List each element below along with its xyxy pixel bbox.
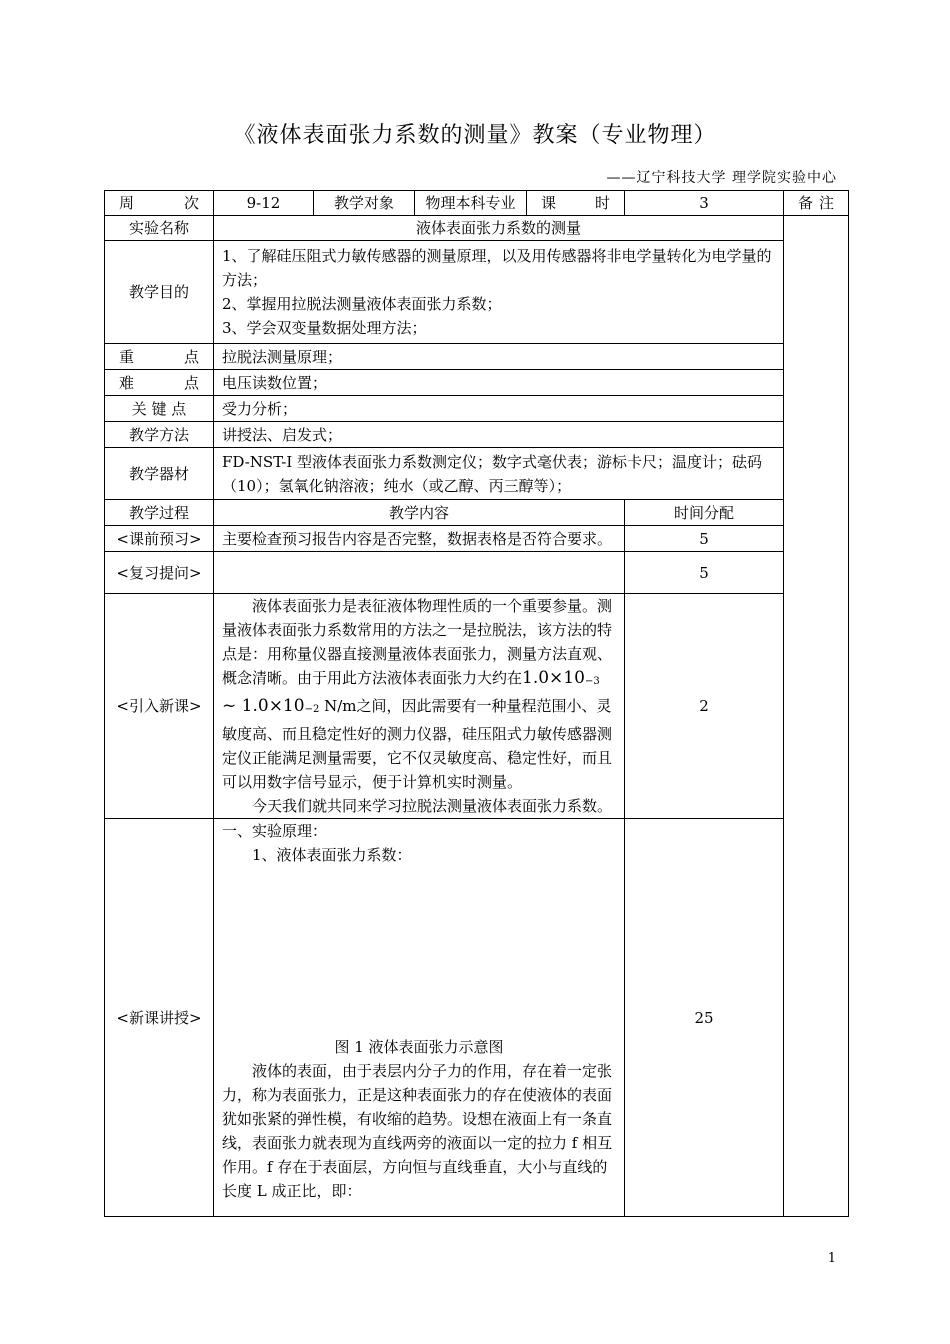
intro-row	[105, 594, 849, 819]
process-header-row	[105, 500, 849, 526]
range-separator: ~	[222, 696, 242, 716]
range-high: 1.0×10	[241, 696, 305, 716]
method-label: 教学方法	[105, 422, 214, 448]
page-number: 1	[827, 1251, 836, 1266]
objectives-content	[214, 241, 784, 344]
intro-content	[214, 594, 625, 819]
preview-row	[105, 526, 849, 552]
key-point-value: 拉脱法测量原理；	[214, 344, 784, 370]
audience-value: 物理本科专业	[415, 191, 527, 216]
preview-content: 主要检查预习报告内容是否完整，数据表格是否符合要求。	[214, 526, 625, 552]
objective-item: 3、学会双变量数据处理方法；	[222, 319, 427, 337]
difficulty-value: 电压读数位置；	[214, 370, 784, 396]
remarks-column	[784, 216, 849, 1217]
lesson-plan-table	[104, 190, 849, 1217]
review-content	[214, 552, 625, 594]
method-value: 讲授法、启发式；	[214, 422, 784, 448]
hours-value: 3	[625, 191, 784, 216]
lecture-row	[105, 819, 849, 1217]
hours-label: 课 时	[527, 191, 625, 216]
range-unit: N/m	[319, 697, 357, 715]
week-value: 9-12	[214, 191, 314, 216]
objective-item: 1、了解硅压阻式力敏传感器的测量原理，以及用传感器将非电学量转化为电学量的方法；	[222, 247, 772, 289]
intro-label: <引入新课>	[105, 594, 214, 819]
lecture-paragraph: 液体的表面，由于表层内分子力的作用，存在着一定张力，称为表面张力，正是这种表面张力的存在使液体的表面犹如张紧的弹性模，有收缩的趋势。设想在液面上有一条直线，表面张力就表现为直线两旁的液面以一定的拉力 f 相互作用。f 存在于表面层，方向恒与直线垂直，大小与直线的长度 L 成正比，即：	[222, 1062, 613, 1200]
lecture-label: <新课讲授>	[105, 819, 214, 1217]
method-row	[105, 422, 849, 448]
key-point-row	[105, 344, 849, 370]
week-label: 周 次	[105, 191, 214, 216]
review-row	[105, 552, 849, 594]
crux-label: 关 键 点	[105, 396, 214, 422]
experiment-row	[105, 216, 849, 241]
process-header-label: 教学过程	[105, 500, 214, 526]
principle-subheading: 1、液体表面张力系数：	[252, 846, 412, 864]
key-point-label: 重 点	[105, 344, 214, 370]
principle-heading: 一、实验原理：	[222, 822, 328, 840]
objectives-row	[105, 241, 849, 344]
intro-time: 2	[625, 594, 784, 819]
content-header-label: 教学内容	[214, 500, 625, 526]
range-low-exponent: −3	[584, 676, 600, 687]
equipment-value: FD-NST-I 型液体表面张力系数测定仪；数字式毫伏表；游标卡尺；温度计；砝码（10）；氢氧化钠溶液；纯水（或乙醇、丙三醇等）；	[214, 448, 784, 500]
intro-paragraph	[222, 594, 616, 794]
intro-text: 液体表面张力是表征液体物理性质的一个重要参量。测量液体表面张力系数常用的方法之一是拉脱法，该方法的特点是：用称量仪器直接测量液体表面张力，测量方法直观、概念清晰。由于用此方法液体表面张力大约在	[222, 597, 613, 687]
intro-text-end: 之间，因此需要有一种量程范围小、灵敏度高、而且稳定性好的测力仪器，硅压阻式力敏传感器测定仪正能满足测量需要，它不仅灵敏度高、稳定性好，而且可以用数字信号显示，便于计算机实时测量。	[222, 697, 613, 791]
time-header-label: 时间分配	[625, 500, 784, 526]
review-time: 5	[625, 552, 784, 594]
figure-caption: 图 1 液体表面张力示意图	[334, 1038, 504, 1056]
objectives-label: 教学目的	[105, 241, 214, 344]
equipment-row	[105, 448, 849, 500]
header-row	[105, 191, 849, 216]
difficulty-label: 难 点	[105, 370, 214, 396]
preview-time: 5	[625, 526, 784, 552]
crux-value: 受力分析；	[214, 396, 784, 422]
experiment-label: 实验名称	[105, 216, 214, 241]
remarks-label: 备 注	[784, 191, 849, 216]
crux-row	[105, 396, 849, 422]
range-low: 1.0×10	[522, 668, 585, 688]
preview-label: <课前预习>	[105, 526, 214, 552]
objective-item: 2、掌握用拉脱法测量液体表面张力系数；	[222, 295, 502, 313]
experiment-value: 液体表面张力系数的测量	[214, 216, 784, 241]
organization-line: ——辽宁科技大学 理学院实验中心	[606, 170, 837, 186]
figure-placeholder	[222, 867, 616, 1035]
intro-closing: 今天我们就共同来学习拉脱法测量液体表面张力系数。	[252, 797, 613, 815]
review-label: <复习提问>	[105, 552, 214, 594]
lecture-time: 25	[625, 819, 784, 1217]
lecture-content	[214, 819, 625, 1217]
range-high-exponent: −2	[304, 704, 320, 715]
equipment-label: 教学器材	[105, 448, 214, 500]
audience-label: 教学对象	[314, 191, 415, 216]
document-title: 《液体表面张力系数的测量》教案（专业物理）	[233, 123, 717, 148]
difficulty-row	[105, 370, 849, 396]
